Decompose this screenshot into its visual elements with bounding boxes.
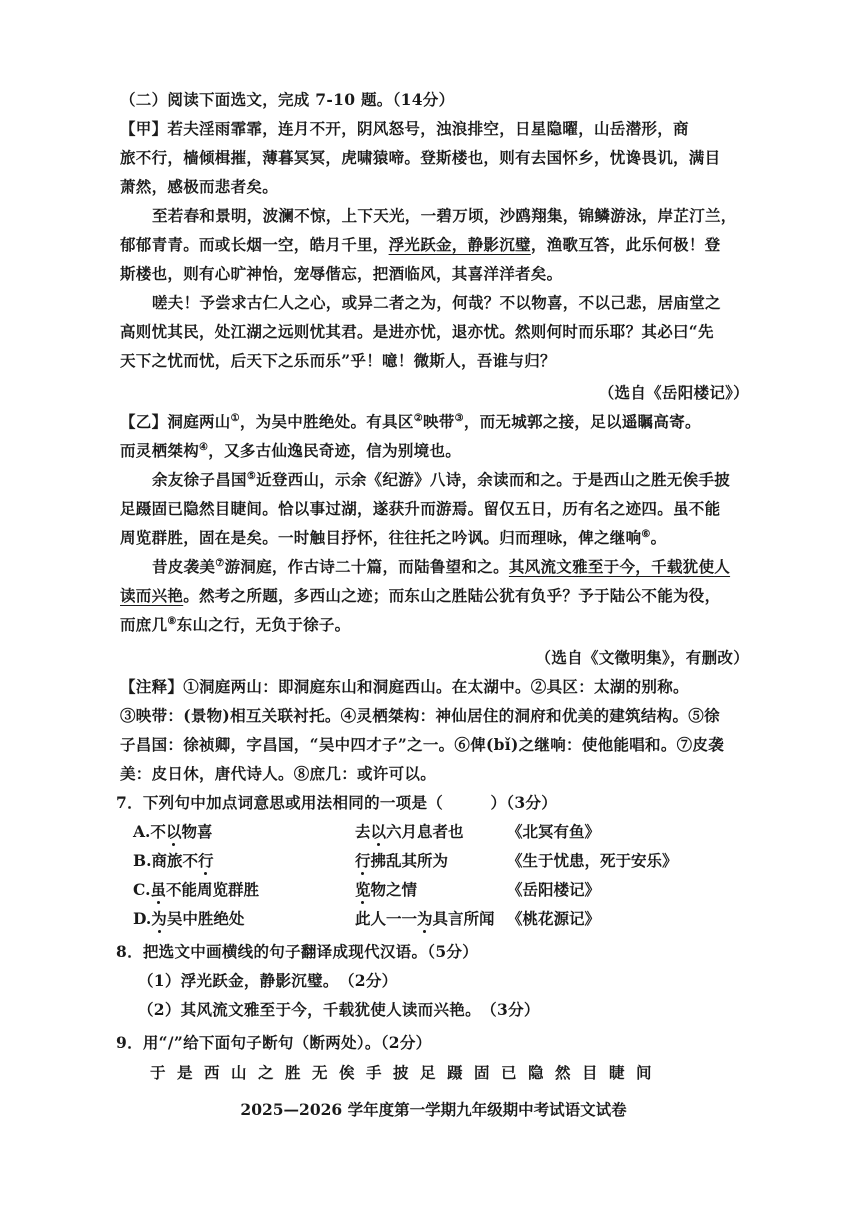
q8-sub1: （1）浮光跃金，静影沉璧。 （2分） [138,971,398,990]
q8-stem: 8．把选文中画横线的句子翻译成现代汉语。（5分） [116,942,479,961]
yi-p1-line2 [120,440,461,462]
jia-p3-line2: 高则忧其民，处江湖之远则忧其君。是进亦忧，退亦忧。然则何时而乐耶？其必曰“先 [120,322,714,341]
text-span: 【乙】洞庭两山 [120,412,231,431]
note-ref: ① [230,412,240,424]
yi-p2-line3 [120,527,666,549]
q7-option-a-right [355,821,464,843]
yi-p3-line2 [120,585,720,607]
text-span: 。然考之所题，多西山之迹；而东山之胜陆公犹有负乎？予于陆公不能为役， [183,586,721,605]
text-span: 不能周览群胜 [165,880,259,899]
q7-option-a-left [133,821,212,843]
text-span: 而灵栖桀构 [120,441,200,460]
page-footer: 2025—2026 学年度第一学期九年级期中考试语文试卷 [240,1100,627,1119]
q7-option-c-source: 《岳阳楼记》 [507,880,601,899]
q7-option-c-left [133,879,259,901]
text-span: 具言所闻 [432,909,495,928]
text-span: 吴中胜绝处 [166,909,245,928]
jia-p2-line1: 至若春和景明，波澜不惊，上下天光，一碧万顷，沙鸥翔集，锦鳞游泳，岸芷汀兰， [152,206,737,225]
text-span: 东山之行，无负于徐子。 [176,615,351,634]
text-span: 余友徐子昌国 [152,470,247,489]
notes-line2: ③映带：(景物)相互关联衬托。④灵栖桀构：神仙居住的洞府和优美的建筑结构。⑤徐 [120,706,720,725]
jia-p1-line2: 旅不行，樯倾楫摧，薄暮冥冥，虎啸猿啼。登斯楼也，则有去国怀乡，忧谗畏讥，满目 [120,148,721,167]
yi-source: （选自《文徵明集》，有删改） [535,648,749,667]
q7-option-d-right [355,908,495,930]
note-ref: ② [413,412,423,424]
underlined-sentence-1: 浮光跃金，静影沉璧 [388,235,531,254]
text-span: ，又多古仙逸民奇迹，信为别境也。 [208,441,462,460]
note-ref: ③ [454,412,464,424]
dotted-word: 行 [355,851,371,870]
yi-p3-line1 [152,556,730,578]
text-span: 去 [355,822,371,841]
dotted-word: 以 [370,822,387,841]
note-ref: ⑦ [215,557,225,569]
yi-p1-line1 [120,411,701,433]
dotted-word: 虽 [150,880,166,899]
q9-sentence: 于是西山之胜无俟手披足蹑固已隐然目睫间 [150,1063,664,1082]
jia-source: （选自《岳阳楼记》） [598,383,749,402]
jia-p3-line3: 天下之忧而忧，后天下之乐而乐”乎！噫！微斯人，吾谁与归？ [120,351,556,370]
text-span: A.不 [133,822,166,841]
text-span: ，而无城郭之接，足以遥瞩高寄。 [463,412,701,431]
q7-option-b-source: 《生于忧患，死于安乐》 [507,851,678,870]
text-span: 游洞庭，作古诗二十篇，而陆鲁望和之。 [224,557,509,576]
text-span: C. [133,880,151,899]
q7-option-b-right [355,850,448,872]
note-ref: ⑥ [641,528,651,540]
text-span: 郁郁青青。而或长烟一空，皓月千里， [120,235,389,254]
text-span: 而庶几 [120,615,168,634]
text-span: 周览群胜，固在是矣。一时触目抒怀，往往托之吟讽。归而理咏，俾之继响 [120,528,642,547]
text-span: 物之情 [370,880,418,899]
yi-p2-line2: 足蹑固已隐然目睫间。恰以事过湖，遂获升而游焉。留仅五日，历有名之迹四。虽不能 [120,499,721,518]
jia-p2-line3: 斯楼也，则有心旷神怡，宠辱偕忘，把酒临风，其喜洋洋者矣。 [120,264,563,283]
underlined-sentence-2-end: 读而兴艳 [120,586,184,605]
text-span: B.商旅不 [133,851,198,870]
q7-option-b-left [133,850,214,872]
text-span: 昔皮袭美 [152,557,216,576]
text-span: 六月息者也 [386,822,464,841]
text-span: ，渔歌互答，此乐何极！登 [530,235,721,254]
text-span: D. [133,909,152,928]
section-heading: （二）阅读下面选文，完成 7-10 题。（14分） [120,90,455,109]
text-span: 映带 [422,412,455,431]
dotted-word: 以 [165,822,182,841]
yi-p3-line3 [120,614,350,636]
text-span: 。 [650,528,667,547]
note-ref: ⑤ [246,470,257,482]
dotted-word: 览 [355,880,371,899]
notes-line4: 美：皮日休，唐代诗人。⑧庶几：或许可以。 [120,764,437,783]
note-ref: ⑧ [167,615,177,627]
dotted-word: 行 [198,851,214,870]
text-span: 物喜 [181,822,213,841]
q8-sub2: （2）其风流文雅至于今，千载犹使人读而兴艳。 （3分） [138,1000,540,1019]
note-ref: ④ [199,441,209,453]
underlined-sentence-2: 其风流文雅至于今，千载犹使人 [508,557,731,576]
jia-p1-line3: 萧然，感极而悲者矣。 [120,177,279,196]
text-span: ，为吴中胜绝处。有具区 [239,412,414,431]
dotted-word: 为 [151,909,167,928]
jia-p1-line1: 【甲】若夫淫雨霏霏，连月不开，阴风怒号，浊浪排空，日星隐曜，山岳潜形，商 [120,119,689,138]
jia-p2-line2 [120,234,720,256]
notes-line1: 【注释】①洞庭两山：即洞庭东山和洞庭西山。在太湖中。②具区：太湖的别称。 [120,677,689,696]
q7-option-a-source: 《北冥有鱼》 [507,822,601,841]
yi-p2-line1 [152,469,730,491]
text-span: 拂乱其所为 [370,851,449,870]
q9-stem: 9．用“/”给下面句子断句（断两处）。（2分） [116,1033,432,1052]
jia-p3-line1: 嗟夫！予尝求古仁人之心，或异二者之为，何哉？不以物喜，不以己悲，居庙堂之 [152,293,721,312]
q7-stem: 7．下列句中加点词意思或用法相同的一项是（ ）（3分） [116,793,558,812]
q7-option-c-right [355,879,417,901]
dotted-word: 为 [417,909,433,928]
notes-line3: 子昌国：徐祯卿，字昌国，“吴中四才子”之一。⑥俾(bǐ)之继响：使他能唱和。⑦皮袭 [120,735,725,754]
text-span: 此人一一 [355,909,418,928]
q7-option-d-source: 《桃花源记》 [507,909,601,928]
text-span: 近登西山，示余《纪游》八诗，余读而和之。于是西山之胜无俟手披 [256,470,731,489]
q7-option-d-left [133,908,244,930]
